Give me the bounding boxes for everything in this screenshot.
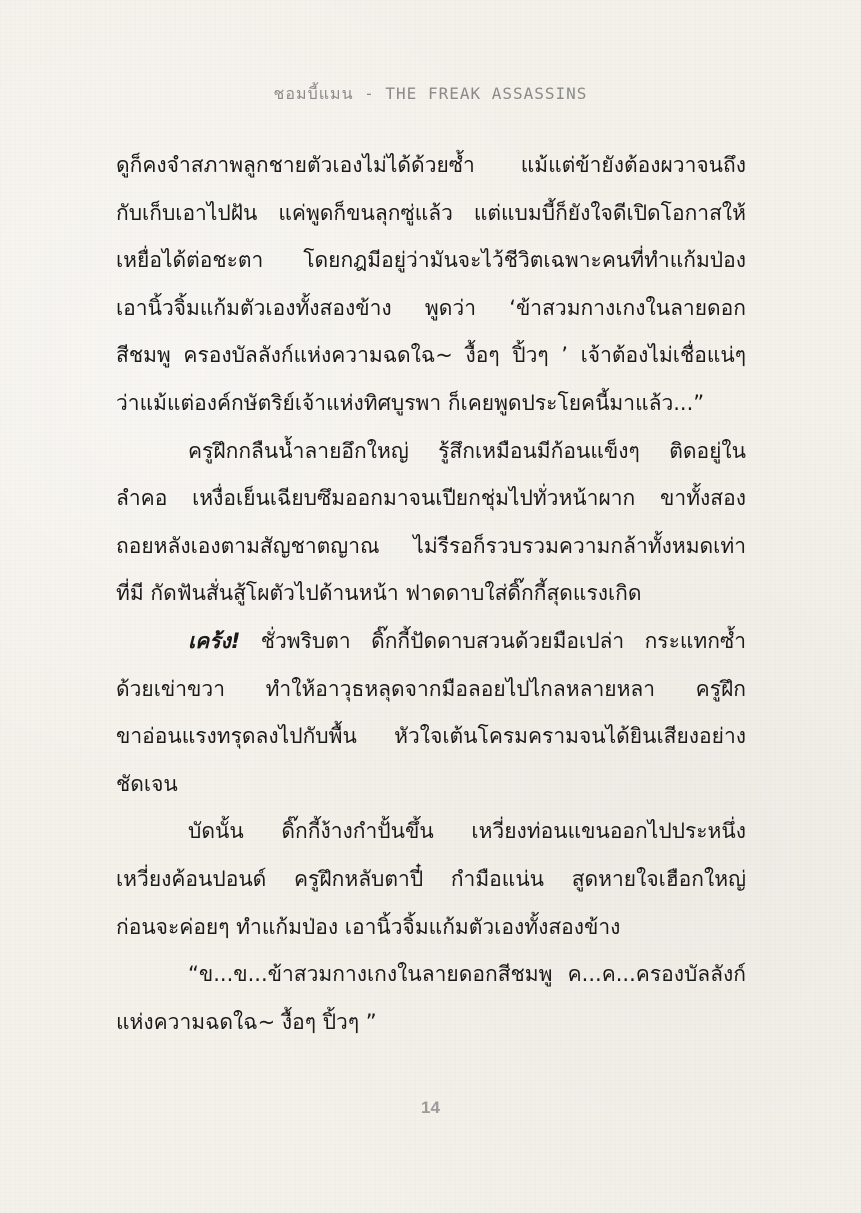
text-line: แห่งความฉดใฉ~ งื้อๆ ปิ้วๆ ” xyxy=(116,1009,377,1034)
text-line: ครูฝึกกลืนน้ำลายอึกใหญ่ รู้สึกเหมือนมีก้อนแข็งๆ ติดอยู่ใน xyxy=(188,438,746,463)
text-line: สีชมพู ครองบัลลังก์แห่งความฉดใฉ~ งื้อๆ ปิ้วๆ ’ เจ้าต้องไม่เชื่อแน่ๆ xyxy=(116,343,746,368)
text-line: เหยื่อได้ต่อชะตา โดยกฎมีอยู่ว่ามันจะไว้ชีวิตเฉพาะคนที่ทำแก้มป่อง xyxy=(116,248,746,273)
text-line: ดูก็คงจำสภาพลูกชายตัวเองไม่ได้ด้วยซ้ำ แม้แต่ข้ายังต้องผวาจนถึง xyxy=(116,153,746,177)
running-header: ชอมบี้แมน - THE FREAK ASSASSINS xyxy=(273,84,588,103)
text-fragment: ชั่วพริบตา ดิ๊กกี้ปัดดาบสวนด้วยมือเปล่า กระแทกซ้ำ xyxy=(240,628,746,653)
text-line: ก่อนจะค่อยๆ ทำแก้มป่อง เอานิ้วจิ้มแก้มตัวเองทั้งสองข้าง xyxy=(116,914,621,939)
text-line: ว่าแม้แต่องค์กษัตริย์เจ้าแห่งทิศบูรพา ก็เคยพูดประโยคนี้มาแล้ว...” xyxy=(116,390,705,415)
text-line: “ข...ข...ข้าสวมกางเกงในลายดอกสีชมพู ค...ค...ครองบัลลังก์ xyxy=(188,962,746,987)
emphasis-word: เคร้ง! xyxy=(188,628,241,653)
text-line: ชัดเจน xyxy=(116,771,178,796)
text-line: ขาอ่อนแรงทรุดลงไปกับพื้น หัวใจเต้นโครมครามจนได้ยินเสียงอย่าง xyxy=(116,724,746,749)
text-line xyxy=(116,618,746,666)
body-text xyxy=(116,142,746,1046)
text-line: เหวี่ยงค้อนปอนด์ ครูฝึกหลับตาปี๋ กำมือแน่น สูดหายใจเฮือกใหญ่ xyxy=(116,866,746,891)
text-line: กับเก็บเอาไปฝัน แค่พูดก็ขนลุกซู่แล้ว แต่แบมบี้ก็ยังใจดีเปิดโอกาสให้ xyxy=(116,200,746,225)
text-line: บัดนั้น ดิ๊กกี้ง้างกำปั้นขึ้น เหวี่ยงท่อนแขนออกไปประหนึ่ง xyxy=(188,819,746,844)
text-line: เอานิ้วจิ้มแก้มตัวเองทั้งสองข้าง พูดว่า ‘ข้าสวมกางเกงในลายดอก xyxy=(116,295,746,320)
text-line: ลำคอ เหงื่อเย็นเฉียบซึมออกมาจนเปียกชุ่มไปทั่วหน้าผาก ขาทั้งสอง xyxy=(116,486,746,511)
text-line: ด้วยเข่าขวา ทำให้อาวุธหลุดจากมือลอยไปไกลหลายหลา ครูฝึก xyxy=(116,676,746,701)
text-line: ที่มี กัดฟันสั่นสู้โผตัวไปด้านหน้า ฟาดดาบใส่ดิ๊กกี้สุดแรงเกิด xyxy=(116,581,642,606)
page-number: 14 xyxy=(421,1098,440,1117)
text-line: ถอยหลังเองตามสัญชาตญาณ ไม่รีรอก็รวบรวมความกล้าทั้งหมดเท่า xyxy=(116,533,746,558)
